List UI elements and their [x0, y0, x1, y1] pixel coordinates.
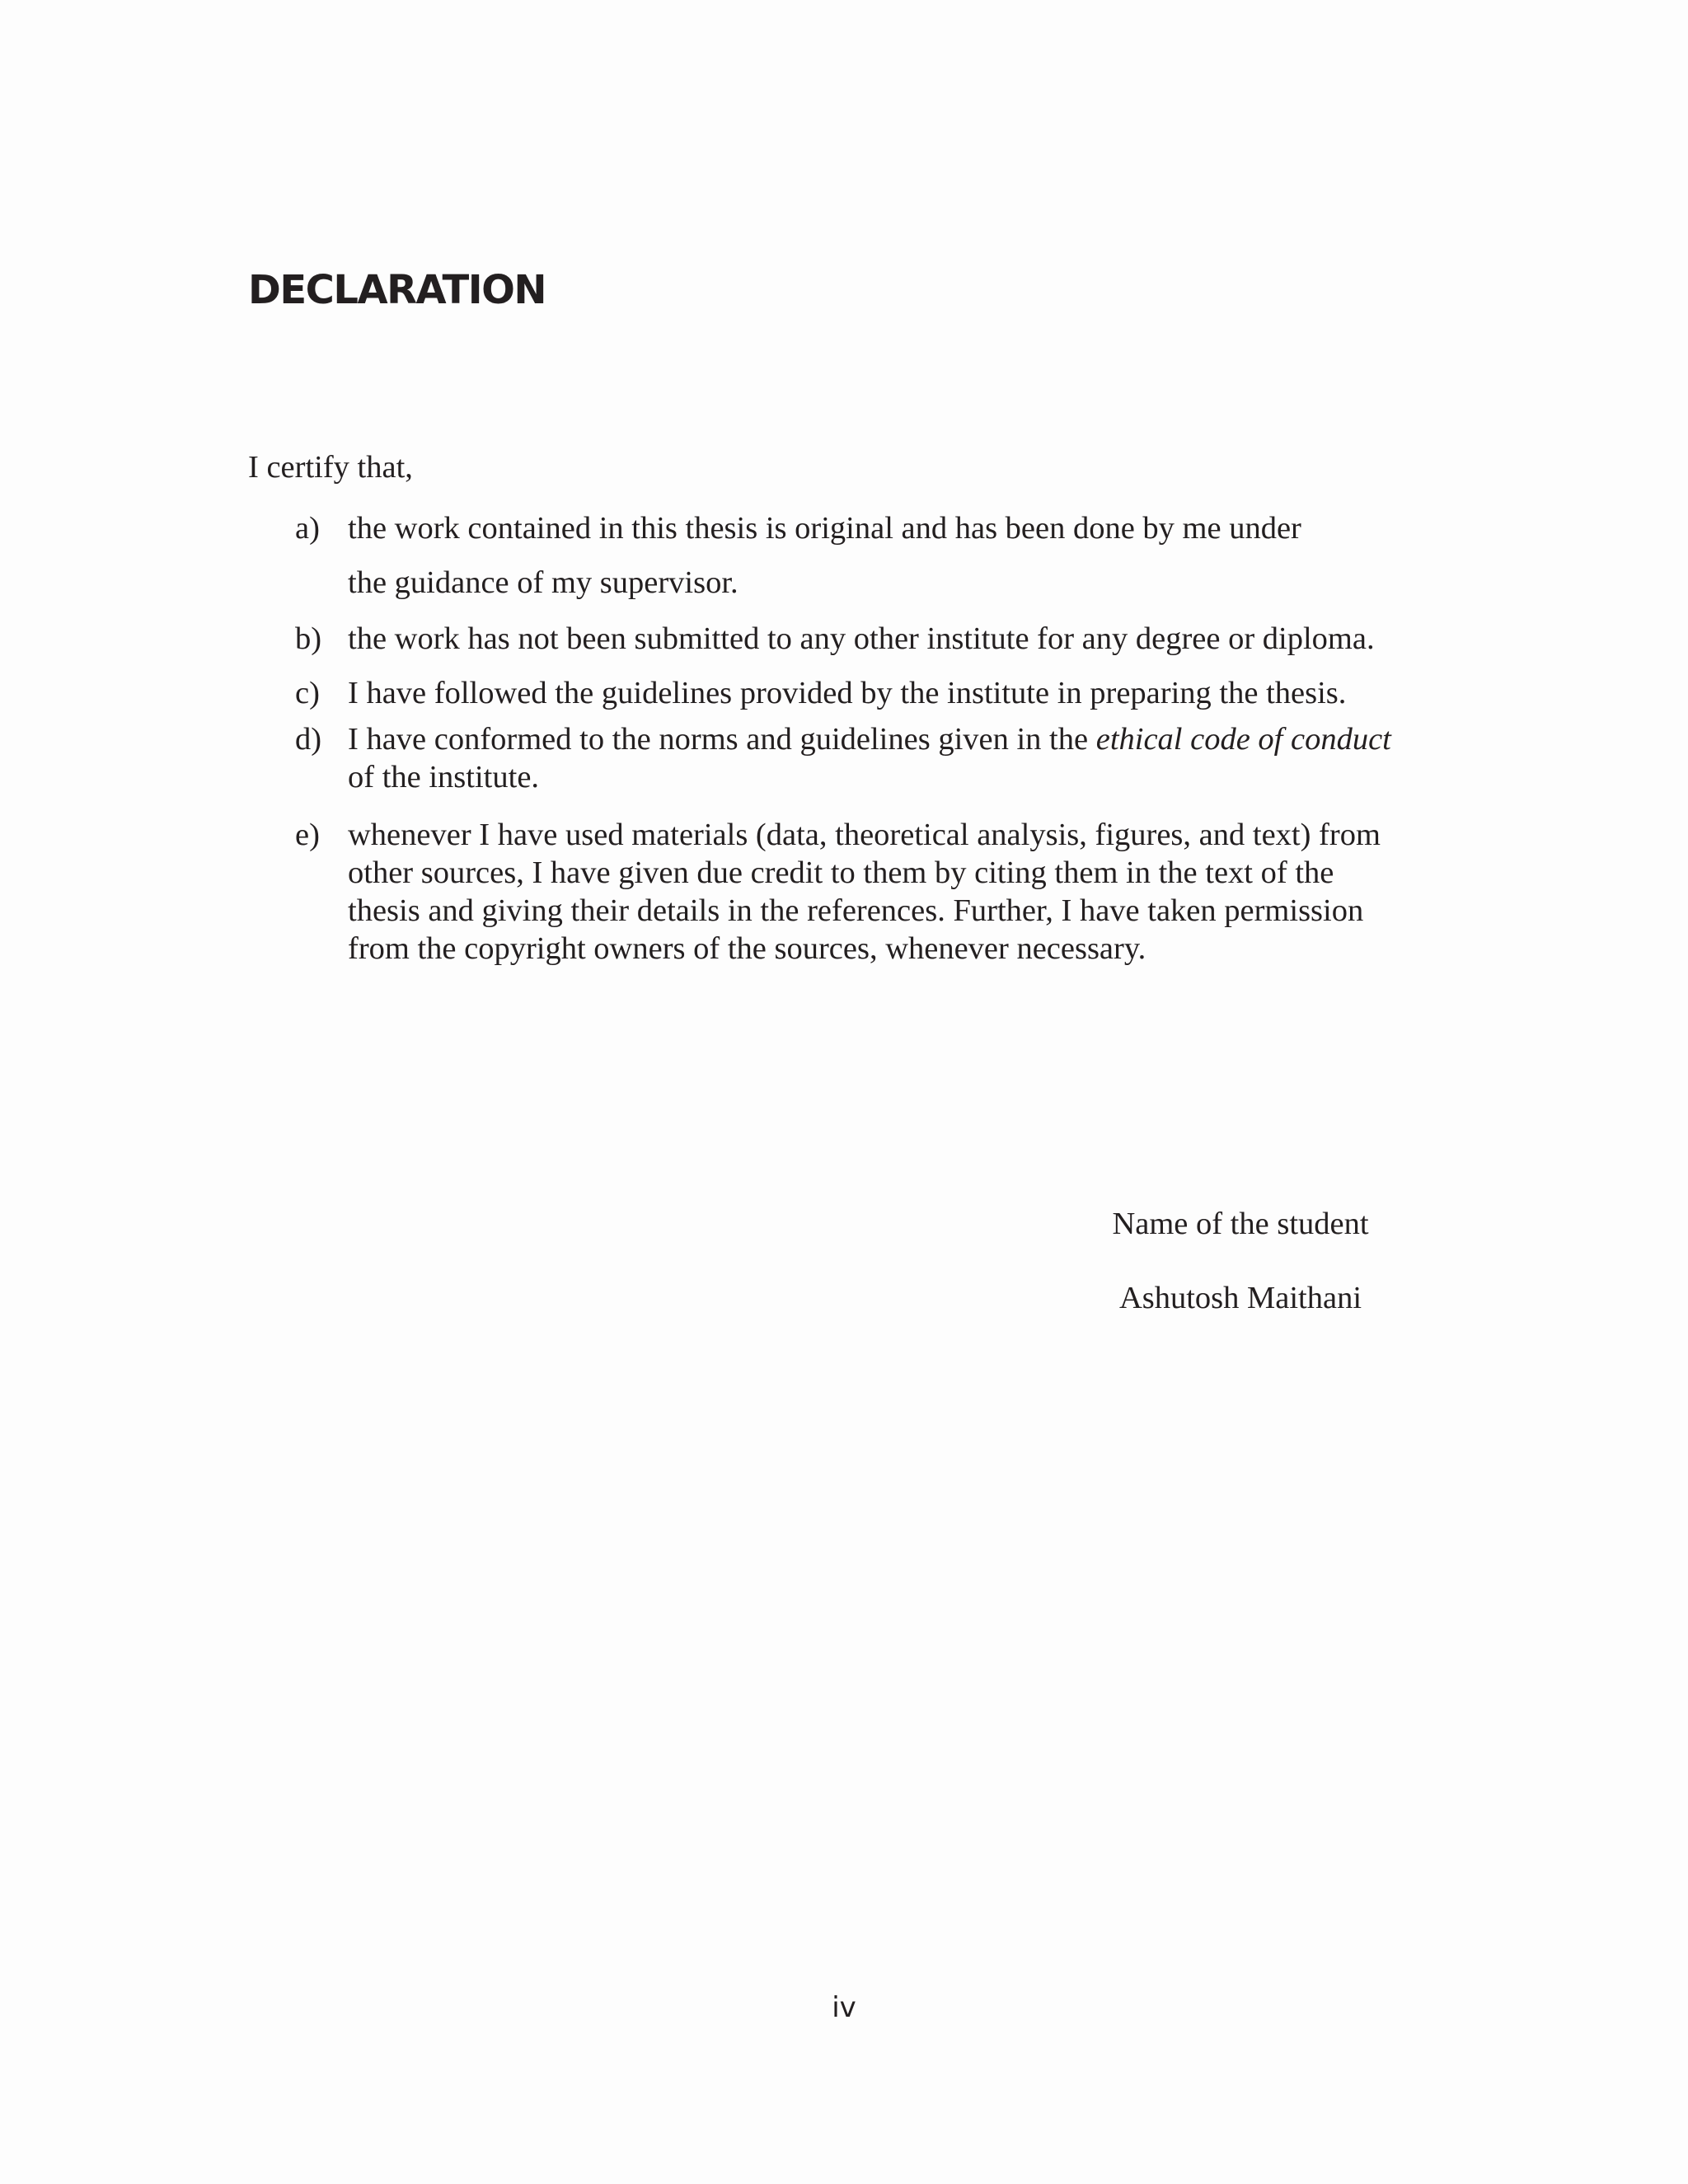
- item-marker: e): [295, 818, 320, 852]
- page-heading: DECLARATION: [248, 267, 546, 313]
- item-text-line: [348, 720, 1502, 758]
- item-text-prefix: I have conformed to the norms and guidelines given in the: [348, 722, 1096, 757]
- item-text-line: the work has not been submitted to any other institute for any degree or diploma.: [348, 621, 1375, 656]
- item-text-line: I have followed the guidelines provided by the institute in preparing the thesis.: [348, 676, 1347, 710]
- item-text-line: of the institute.: [348, 760, 540, 794]
- item-marker: b): [295, 621, 322, 656]
- item-marker: a): [295, 511, 320, 546]
- item-text-line: other sources, I have given due credit to them by citing them in the text of the: [348, 855, 1334, 890]
- signature-label: Name of the student: [1112, 1207, 1369, 1241]
- item-marker: c): [295, 676, 320, 710]
- item-text: [348, 720, 1502, 796]
- item-text-line: thesis and giving their details in the references. Further, I have taken permission: [348, 893, 1364, 928]
- item-text-emphasis: ethical code of conduct: [1095, 722, 1391, 757]
- item-marker: d): [295, 722, 322, 757]
- item-text: [348, 612, 1502, 666]
- student-name: Ashutosh Maithani: [1118, 1281, 1362, 1315]
- item-text: [348, 816, 1502, 968]
- item-text-line: from the copyright owners of the sources, whenever necessary.: [348, 931, 1146, 966]
- item-text-line: the guidance of my supervisor.: [348, 565, 738, 600]
- intro-text: I certify that,: [248, 450, 413, 485]
- item-text-line: the work contained in this thesis is original and has been done by me under: [348, 511, 1301, 546]
- item-text-line: whenever I have used materials (data, theoretical analysis, figures, and text) from: [348, 818, 1381, 852]
- page-number: iv: [832, 1991, 856, 2024]
- item-text: [348, 501, 1502, 610]
- item-text: [348, 666, 1502, 720]
